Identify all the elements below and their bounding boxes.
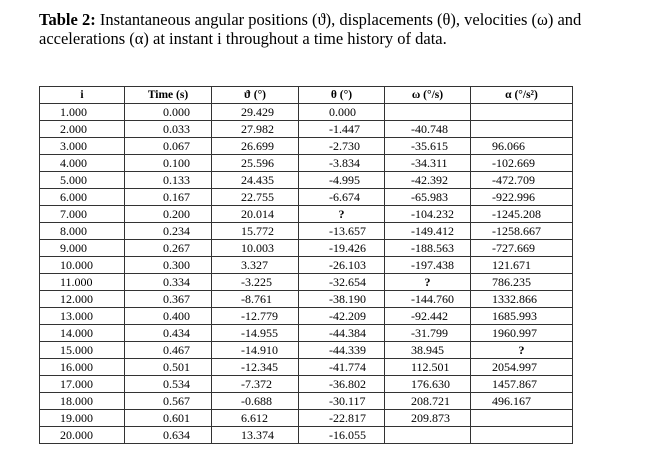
table-cell: -35.615: [385, 138, 471, 155]
table-cell: [471, 104, 573, 121]
table-row: [40, 155, 573, 172]
table-cell: -34.311: [385, 155, 471, 172]
column-header: θ (°): [299, 87, 385, 104]
table-cell: 0.267: [125, 240, 212, 257]
table-cell: 19.000: [40, 410, 125, 427]
table-cell: -44.384: [299, 325, 385, 342]
table-row: [40, 359, 573, 376]
column-header: α (°/s²): [471, 87, 573, 104]
table-cell: -14.955: [212, 325, 299, 342]
table-cell: 496.167: [471, 393, 573, 410]
table-cell: 0.067: [125, 138, 212, 155]
table-row: [40, 240, 573, 257]
table-row: [40, 274, 573, 291]
table-cell: 121.671: [471, 257, 573, 274]
table-cell: -40.748: [385, 121, 471, 138]
caption-text: Instantaneous angular positions (ϑ), displacements (θ), velocities (ω) and accelerations (α) at instant i throughout a time history of data.: [39, 10, 582, 48]
table-cell: -22.817: [299, 410, 385, 427]
table-row: [40, 257, 573, 274]
table-cell: -65.983: [385, 189, 471, 206]
table-cell: 0.100: [125, 155, 212, 172]
table-cell: -6.674: [299, 189, 385, 206]
table-cell: 13.374: [212, 427, 299, 444]
table-cell: 10.003: [212, 240, 299, 257]
table-cell: [385, 104, 471, 121]
table-cell: 1960.997: [471, 325, 573, 342]
table-cell: 0.400: [125, 308, 212, 325]
table-cell: -30.117: [299, 393, 385, 410]
table-cell: -44.339: [299, 342, 385, 359]
table-cell: 16.000: [40, 359, 125, 376]
table-row: [40, 308, 573, 325]
table-cell: -12.345: [212, 359, 299, 376]
table-cell: 1.000: [40, 104, 125, 121]
table-cell: 20.014: [212, 206, 299, 223]
table-cell: 0.334: [125, 274, 212, 291]
table-cell: -32.654: [299, 274, 385, 291]
table-cell: 209.873: [385, 410, 471, 427]
table-cell: 4.000: [40, 155, 125, 172]
table-cell: 6.000: [40, 189, 125, 206]
table-cell: 0.234: [125, 223, 212, 240]
table-cell: -144.760: [385, 291, 471, 308]
table-cell: -31.799: [385, 325, 471, 342]
table-cell: 13.000: [40, 308, 125, 325]
table-cell: 8.000: [40, 223, 125, 240]
table-cell: -3.225: [212, 274, 299, 291]
table-cell: 0.033: [125, 121, 212, 138]
column-header: Time (s): [125, 87, 212, 104]
table-cell: -1245.208: [471, 206, 573, 223]
caption-label: Table 2:: [39, 10, 96, 29]
table-row: [40, 138, 573, 155]
table-caption: [39, 10, 599, 48]
table-cell: 26.699: [212, 138, 299, 155]
table-cell: 0.601: [125, 410, 212, 427]
table-cell: 18.000: [40, 393, 125, 410]
table-cell: 10.000: [40, 257, 125, 274]
column-header: i: [40, 87, 125, 104]
table-cell: 20.000: [40, 427, 125, 444]
table-cell: 0.200: [125, 206, 212, 223]
table-cell: 27.982: [212, 121, 299, 138]
table-cell: -42.392: [385, 172, 471, 189]
table-cell: 14.000: [40, 325, 125, 342]
table-cell: 96.066: [471, 138, 573, 155]
table-cell: 22.755: [212, 189, 299, 206]
table-cell: 2.000: [40, 121, 125, 138]
table-cell: 112.501: [385, 359, 471, 376]
table-cell: -7.372: [212, 376, 299, 393]
table-row: [40, 223, 573, 240]
table-cell: 0.434: [125, 325, 212, 342]
table-cell: 11.000: [40, 274, 125, 291]
table-cell: -188.563: [385, 240, 471, 257]
table-cell: ?: [299, 206, 385, 223]
table-cell: -3.834: [299, 155, 385, 172]
column-header: ω (°/s): [385, 87, 471, 104]
table-cell: -104.232: [385, 206, 471, 223]
table-row: [40, 376, 573, 393]
table-cell: 0.300: [125, 257, 212, 274]
table-cell: -42.209: [299, 308, 385, 325]
table-cell: 0.133: [125, 172, 212, 189]
table-cell: 17.000: [40, 376, 125, 393]
table-cell: 1332.866: [471, 291, 573, 308]
table-cell: -2.730: [299, 138, 385, 155]
table-cell: -19.426: [299, 240, 385, 257]
table-cell: -922.996: [471, 189, 573, 206]
table-cell: -1258.667: [471, 223, 573, 240]
table-cell: -102.669: [471, 155, 573, 172]
table-row: [40, 121, 573, 138]
table-cell: -26.103: [299, 257, 385, 274]
data-table: [39, 86, 573, 444]
table-cell: 12.000: [40, 291, 125, 308]
table-cell: -472.709: [471, 172, 573, 189]
table-row: [40, 172, 573, 189]
table-cell: 7.000: [40, 206, 125, 223]
table-cell: 0.501: [125, 359, 212, 376]
table-cell: -149.412: [385, 223, 471, 240]
table-cell: 3.327: [212, 257, 299, 274]
table-cell: -36.802: [299, 376, 385, 393]
table-row: [40, 104, 573, 121]
table-cell: 5.000: [40, 172, 125, 189]
table-row: [40, 410, 573, 427]
table-cell: -197.438: [385, 257, 471, 274]
table-cell: ?: [471, 342, 573, 359]
table-cell: 208.721: [385, 393, 471, 410]
table-cell: 0.000: [299, 104, 385, 121]
table-cell: 9.000: [40, 240, 125, 257]
table-cell: [471, 427, 573, 444]
table-cell: ?: [385, 274, 471, 291]
table-cell: 15.772: [212, 223, 299, 240]
table-cell: -16.055: [299, 427, 385, 444]
table-cell: 15.000: [40, 342, 125, 359]
table-cell: 0.000: [125, 104, 212, 121]
table-cell: 0.534: [125, 376, 212, 393]
table-cell: -727.669: [471, 240, 573, 257]
table-cell: 0.367: [125, 291, 212, 308]
table-cell: 24.435: [212, 172, 299, 189]
table-cell: 2054.997: [471, 359, 573, 376]
table-row: [40, 393, 573, 410]
table-cell: -92.442: [385, 308, 471, 325]
table-cell: 6.612: [212, 410, 299, 427]
table-cell: -13.657: [299, 223, 385, 240]
table-cell: 0.567: [125, 393, 212, 410]
table-cell: -38.190: [299, 291, 385, 308]
table-row: [40, 325, 573, 342]
table-row: [40, 206, 573, 223]
table-cell: -1.447: [299, 121, 385, 138]
table-cell: [471, 121, 573, 138]
table-cell: -0.688: [212, 393, 299, 410]
table-cell: [471, 410, 573, 427]
header-row: [40, 87, 573, 104]
table-cell: -14.910: [212, 342, 299, 359]
table-cell: -41.774: [299, 359, 385, 376]
table-row: [40, 342, 573, 359]
table-cell: [385, 427, 471, 444]
table-cell: 38.945: [385, 342, 471, 359]
table-row: [40, 427, 573, 444]
table-cell: -12.779: [212, 308, 299, 325]
table-cell: 25.596: [212, 155, 299, 172]
table-cell: 0.467: [125, 342, 212, 359]
table-cell: 3.000: [40, 138, 125, 155]
table-cell: 0.634: [125, 427, 212, 444]
table-cell: -8.761: [212, 291, 299, 308]
table-cell: 786.235: [471, 274, 573, 291]
table-cell: 0.167: [125, 189, 212, 206]
table-cell: 29.429: [212, 104, 299, 121]
table-cell: 1457.867: [471, 376, 573, 393]
table-cell: 176.630: [385, 376, 471, 393]
table-row: [40, 291, 573, 308]
column-header: ϑ (°): [212, 87, 299, 104]
table-cell: 1685.993: [471, 308, 573, 325]
table-cell: -4.995: [299, 172, 385, 189]
table-row: [40, 189, 573, 206]
